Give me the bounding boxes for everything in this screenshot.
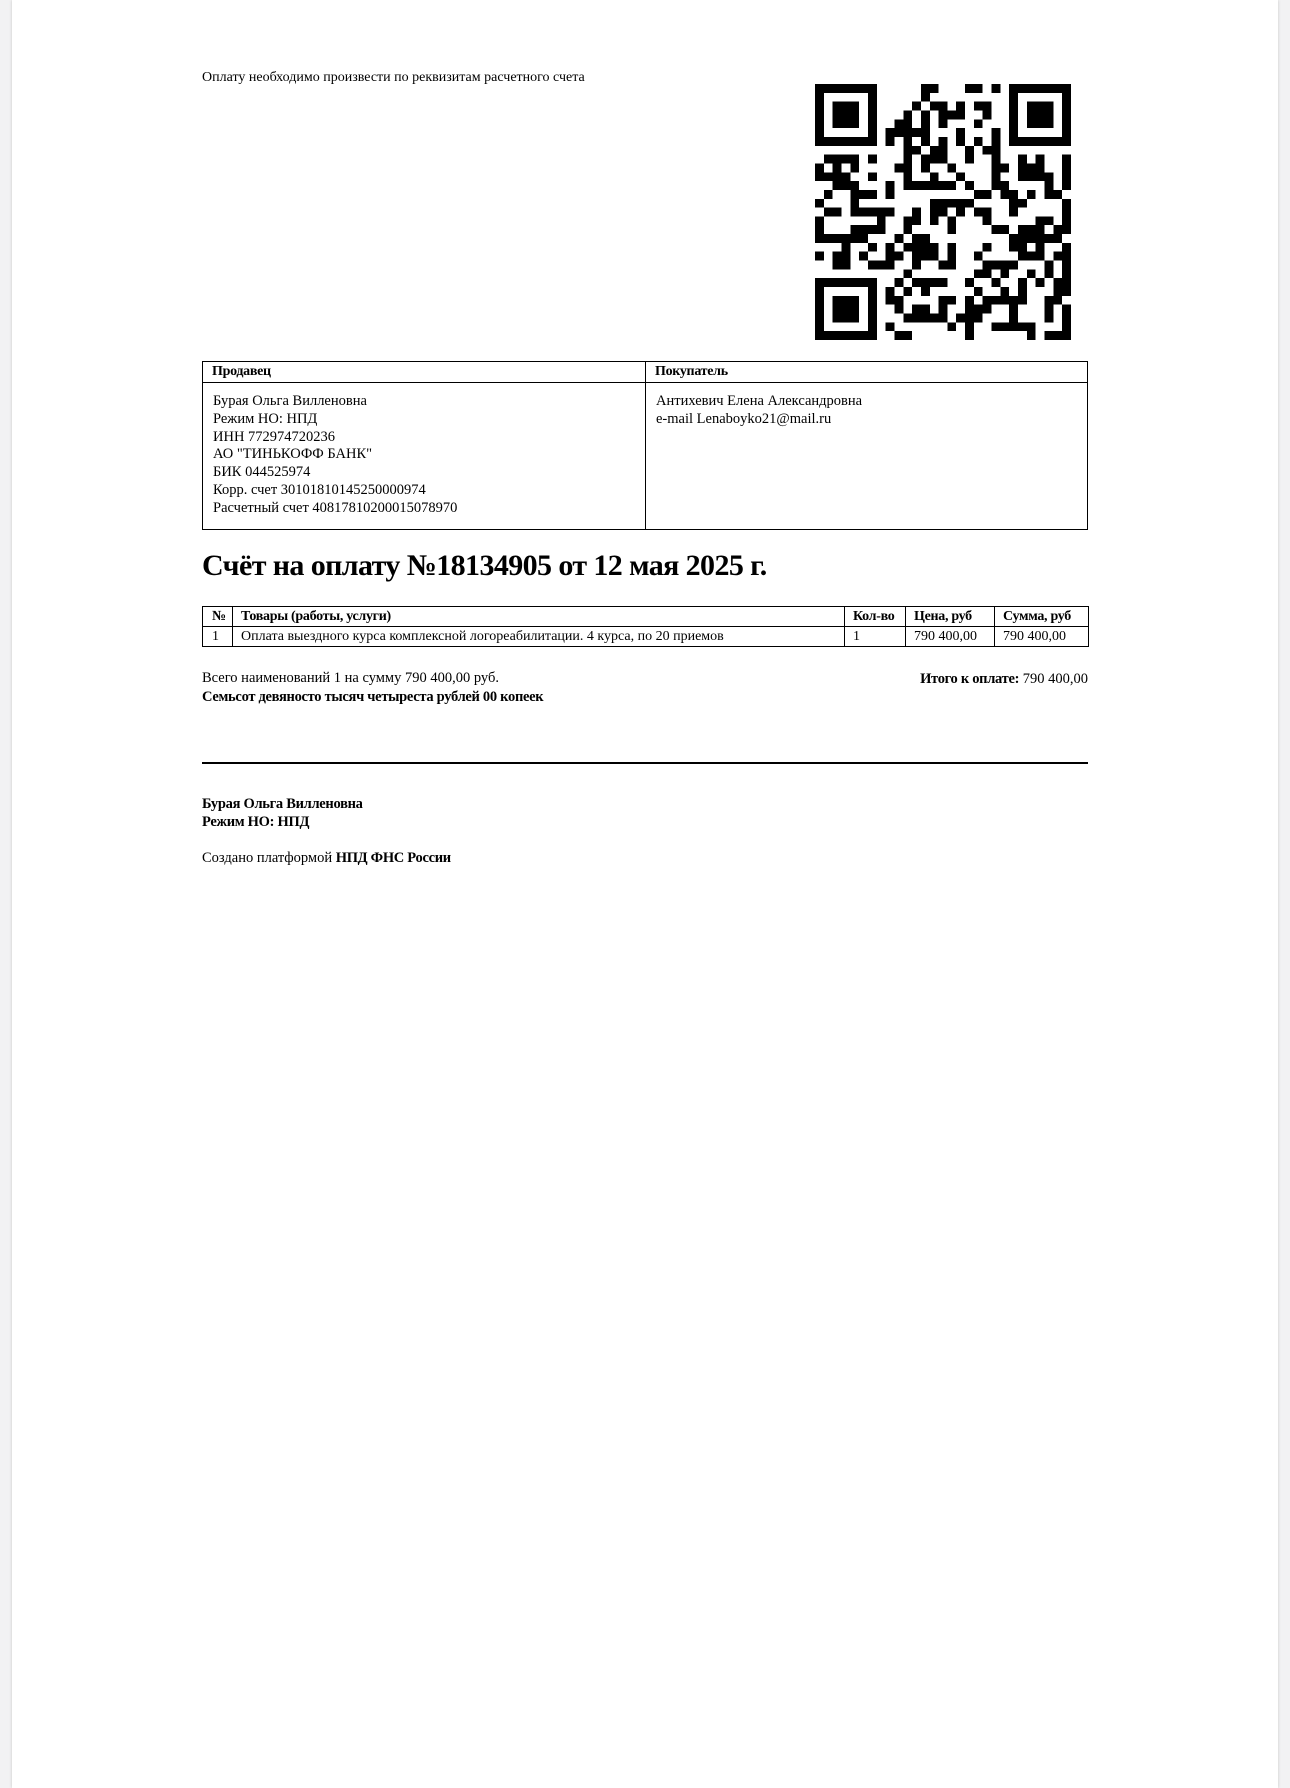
qr-code-icon	[815, 84, 1071, 340]
items-summary: Всего наименований 1 на сумму 790 400,00 руб.	[202, 670, 499, 686]
seller-corr-account: Корр. счет 30101810145250000974	[213, 481, 426, 498]
buyer-details	[646, 383, 1087, 429]
total-to-pay	[920, 671, 1088, 688]
seller-details	[203, 383, 645, 518]
total-value: 790 400,00	[1022, 671, 1088, 687]
seller-inn: ИНН 772974720236	[213, 428, 336, 445]
seller-bik: БИК 044525974	[213, 464, 311, 481]
seller-tax-mode: Режим НО: НПД	[213, 410, 318, 427]
signature-divider	[202, 762, 1088, 764]
buyer-name: Антихевич Елена Александровна	[656, 393, 863, 409]
seller-column	[203, 362, 646, 529]
column-header-sum: Сумма, руб	[995, 607, 1089, 627]
column-header-num: №	[203, 607, 233, 627]
seller-name: Бурая Ольга Вилленовна	[213, 393, 367, 409]
column-header-qty: Кол-во	[845, 607, 906, 627]
buyer-email[interactable]: e-mail Lenaboyko21@mail.ru	[656, 410, 832, 427]
column-header-price: Цена, руб	[906, 607, 995, 627]
row-qty: 1	[845, 627, 906, 647]
signature-name: Бурая Ольга Вилленовна	[202, 796, 363, 812]
items-table-header-row	[203, 607, 1089, 627]
footer-prefix: Создано платформой	[202, 850, 333, 866]
footer-credit	[202, 850, 451, 867]
column-header-name: Товары (работы, услуги)	[233, 607, 845, 627]
seller-account: Расчетный счет 40817810200015078970	[213, 499, 458, 516]
row-price: 790 400,00	[906, 627, 995, 647]
buyer-header: Покупатель	[646, 362, 1087, 383]
total-label: Итого к оплате:	[920, 671, 1020, 687]
document-page	[12, 0, 1278, 1788]
footer-platform: НПД ФНС России	[335, 850, 451, 866]
table-row	[203, 627, 1089, 647]
row-item-name: Оплата выездного курса комплексной логореабилитации. 4 курса, по 20 приемов	[233, 627, 845, 647]
row-num: 1	[203, 627, 233, 647]
parties-table	[202, 361, 1088, 530]
row-sum: 790 400,00	[995, 627, 1089, 647]
payment-intro-text: Оплату необходимо произвести по реквизитам расчетного счета	[202, 70, 585, 85]
signature-tax-mode: Режим НО: НПД	[202, 814, 310, 830]
amount-in-words: Семьсот девяносто тысяч четыреста рублей 00 копеек	[202, 689, 544, 705]
seller-bank: АО "ТИНЬКОФФ БАНК"	[213, 446, 373, 463]
invoice-title: Счёт на оплату №18134905 от 12 мая 2025 г.	[202, 549, 767, 582]
buyer-column	[646, 362, 1087, 529]
items-table	[202, 606, 1089, 647]
seller-header: Продавец	[203, 362, 645, 383]
